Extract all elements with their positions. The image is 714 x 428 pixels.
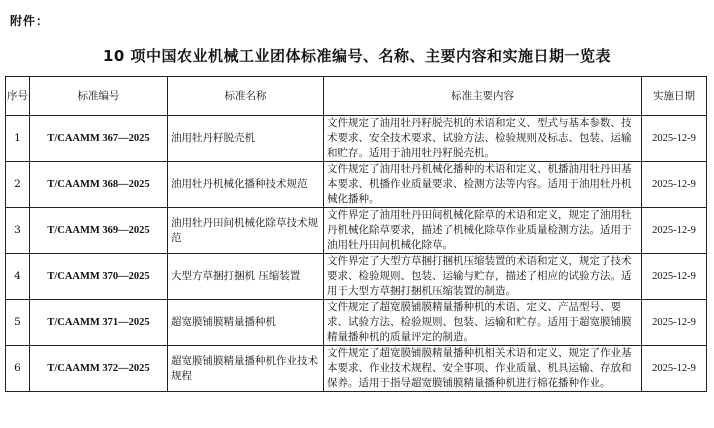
standard-name: 油用牡丹籽脱壳机 bbox=[168, 116, 324, 162]
table-header-row bbox=[6, 77, 707, 116]
table-row bbox=[6, 300, 707, 346]
standard-content: 文件规定了超宽膜铺膜精量播种机相关术语和定义、规定了作业基本要求、作业技术规程、安全事项、作业质量、机具运输、存放和保养。适用于指导超宽膜铺膜精量播种机进行棉花播种作业。 bbox=[324, 346, 642, 392]
standard-code: T/CAAMM 370—2025 bbox=[30, 254, 168, 300]
standard-name: 油用牡丹田间机械化除草技术规范 bbox=[168, 208, 324, 254]
table-row bbox=[6, 346, 707, 392]
standard-name: 大型方草捆打捆机 压缩装置 bbox=[168, 254, 324, 300]
table-row bbox=[6, 208, 707, 254]
standard-name: 超宽膜铺膜精量播种机 bbox=[168, 300, 324, 346]
attachment-label: 附件： bbox=[10, 14, 50, 28]
implementation-date: 2025-12-9 bbox=[642, 254, 707, 300]
standards-table bbox=[5, 76, 707, 392]
standard-content: 文件规定了油用牡丹机械化播种的术语和定义、机播油用牡丹田基本要求、机播作业质量要求、检测方法等内容。适用于油用牡丹机械化播种。 bbox=[324, 162, 642, 208]
implementation-date: 2025-12-9 bbox=[642, 300, 707, 346]
header-date: 实施日期 bbox=[642, 77, 707, 116]
standard-code: T/CAAMM 369—2025 bbox=[30, 208, 168, 254]
standard-content: 文件界定了油用牡丹田间机械化除草的术语和定义，规定了油用牡丹机械化除草要求，描述了机械化除草作业质量检测方法。适用于油用牡丹田间机械化除草。 bbox=[324, 208, 642, 254]
standard-code: T/CAAMM 371—2025 bbox=[30, 300, 168, 346]
standard-content: 文件规定了超宽膜铺膜精量播种机的术语、定义、产品型号、要求、试验方法、检验规则、包装、运输和贮存。适用于超宽膜铺膜精量播种机的质量评定的制造。 bbox=[324, 300, 642, 346]
table-row bbox=[6, 162, 707, 208]
standard-code: T/CAAMM 367—2025 bbox=[30, 116, 168, 162]
row-number: 5 bbox=[6, 300, 30, 346]
implementation-date: 2025-12-9 bbox=[642, 346, 707, 392]
standard-code: T/CAAMM 368—2025 bbox=[30, 162, 168, 208]
row-number: 6 bbox=[6, 346, 30, 392]
row-number: 3 bbox=[6, 208, 30, 254]
header-no: 序号 bbox=[6, 77, 30, 116]
row-number: 2 bbox=[6, 162, 30, 208]
implementation-date: 2025-12-9 bbox=[642, 162, 707, 208]
standard-content: 文件界定了大型方草捆打捆机压缩装置的术语和定义，规定了技术要求、检验规则、包装、运输与贮存，描述了相应的试验方法。适用于大型方草捆打捆机压缩装置的制造。 bbox=[324, 254, 642, 300]
row-number: 4 bbox=[6, 254, 30, 300]
standard-name: 超宽膜铺膜精量播种机作业技术规程 bbox=[168, 346, 324, 392]
header-name: 标准名称 bbox=[168, 77, 324, 116]
implementation-date: 2025-12-9 bbox=[642, 208, 707, 254]
implementation-date: 2025-12-9 bbox=[642, 116, 707, 162]
standard-content: 文件规定了油用牡丹籽脱壳机的术语和定义、型式与基本参数、技术要求、安全技术要求、试验方法、检验规则及标志、包装、运输和贮存。适用于油用牡丹籽脱壳机。 bbox=[324, 116, 642, 162]
standard-name: 油用牡丹机械化播种技术规范 bbox=[168, 162, 324, 208]
row-number: 1 bbox=[6, 116, 30, 162]
table-row bbox=[6, 116, 707, 162]
header-code: 标准编号 bbox=[30, 77, 168, 116]
table-row bbox=[6, 254, 707, 300]
document-title: 10 项中国农业机械工业团体标准编号、名称、主要内容和实施日期一览表 bbox=[102, 47, 612, 65]
header-content: 标准主要内容 bbox=[324, 77, 642, 116]
standard-code: T/CAAMM 372—2025 bbox=[30, 346, 168, 392]
